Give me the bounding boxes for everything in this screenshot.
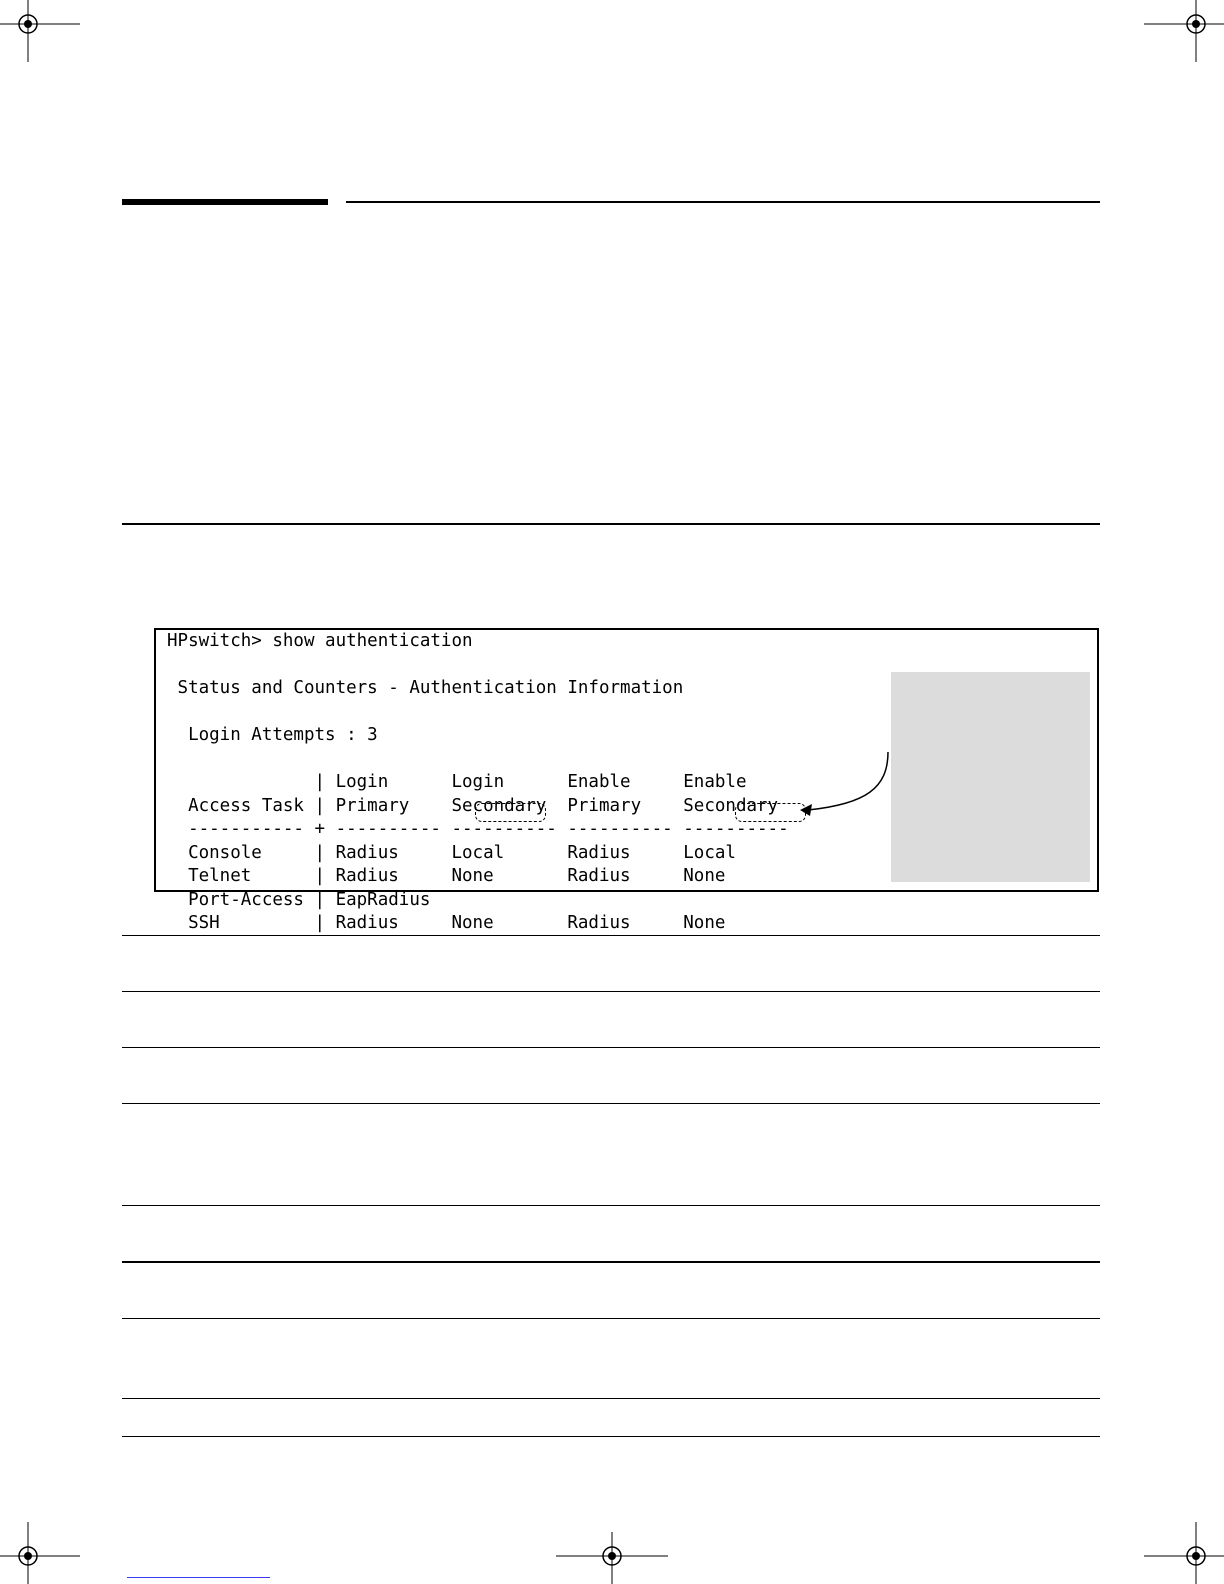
terminal-line: SSH | Radius None Radius None bbox=[167, 913, 726, 933]
registration-target-icon bbox=[1140, 0, 1224, 64]
table-rule bbox=[122, 1047, 1100, 1048]
table-rule bbox=[122, 1318, 1100, 1319]
footer-link-underline[interactable] bbox=[127, 1577, 270, 1578]
registration-target-icon bbox=[1140, 1522, 1224, 1584]
registration-target-icon bbox=[556, 1532, 668, 1584]
table-rule-strong bbox=[122, 1261, 1100, 1263]
callout-arrow-icon bbox=[796, 748, 896, 828]
table-rule bbox=[122, 1436, 1100, 1437]
terminal-screenshot bbox=[154, 628, 1099, 933]
header-thin-rule bbox=[346, 201, 1100, 203]
terminal-line: HPswitch> show authentication bbox=[167, 631, 473, 651]
table-rule bbox=[122, 1103, 1100, 1104]
table-rule bbox=[122, 1205, 1100, 1206]
terminal-line: Telnet | Radius None Radius None bbox=[167, 866, 726, 886]
header-thick-rule bbox=[122, 199, 328, 205]
terminal-output bbox=[167, 630, 789, 936]
table-rule bbox=[122, 1398, 1100, 1399]
highlight-login-secondary bbox=[475, 803, 546, 822]
terminal-line: Login Attempts : 3 bbox=[167, 725, 378, 745]
terminal-line: ----------- + ---------- ---------- ---------- ---------- bbox=[167, 819, 789, 839]
terminal-line: | Login Login Enable Enable bbox=[167, 772, 747, 792]
terminal-line: Port-Access | EapRadius bbox=[167, 889, 431, 910]
table-rule bbox=[122, 935, 1100, 936]
section-rule bbox=[122, 523, 1100, 525]
table-rule bbox=[122, 991, 1100, 992]
registration-target-icon bbox=[0, 0, 84, 64]
registration-target-icon bbox=[0, 1522, 84, 1584]
terminal-line: Console | Radius Local Radius Local bbox=[167, 842, 736, 863]
terminal-line: Status and Counters - Authentication Information bbox=[167, 678, 684, 698]
terminal-line: Access Task | Primary Secondary Primary Secondary bbox=[167, 795, 779, 816]
callout-box bbox=[891, 672, 1090, 882]
